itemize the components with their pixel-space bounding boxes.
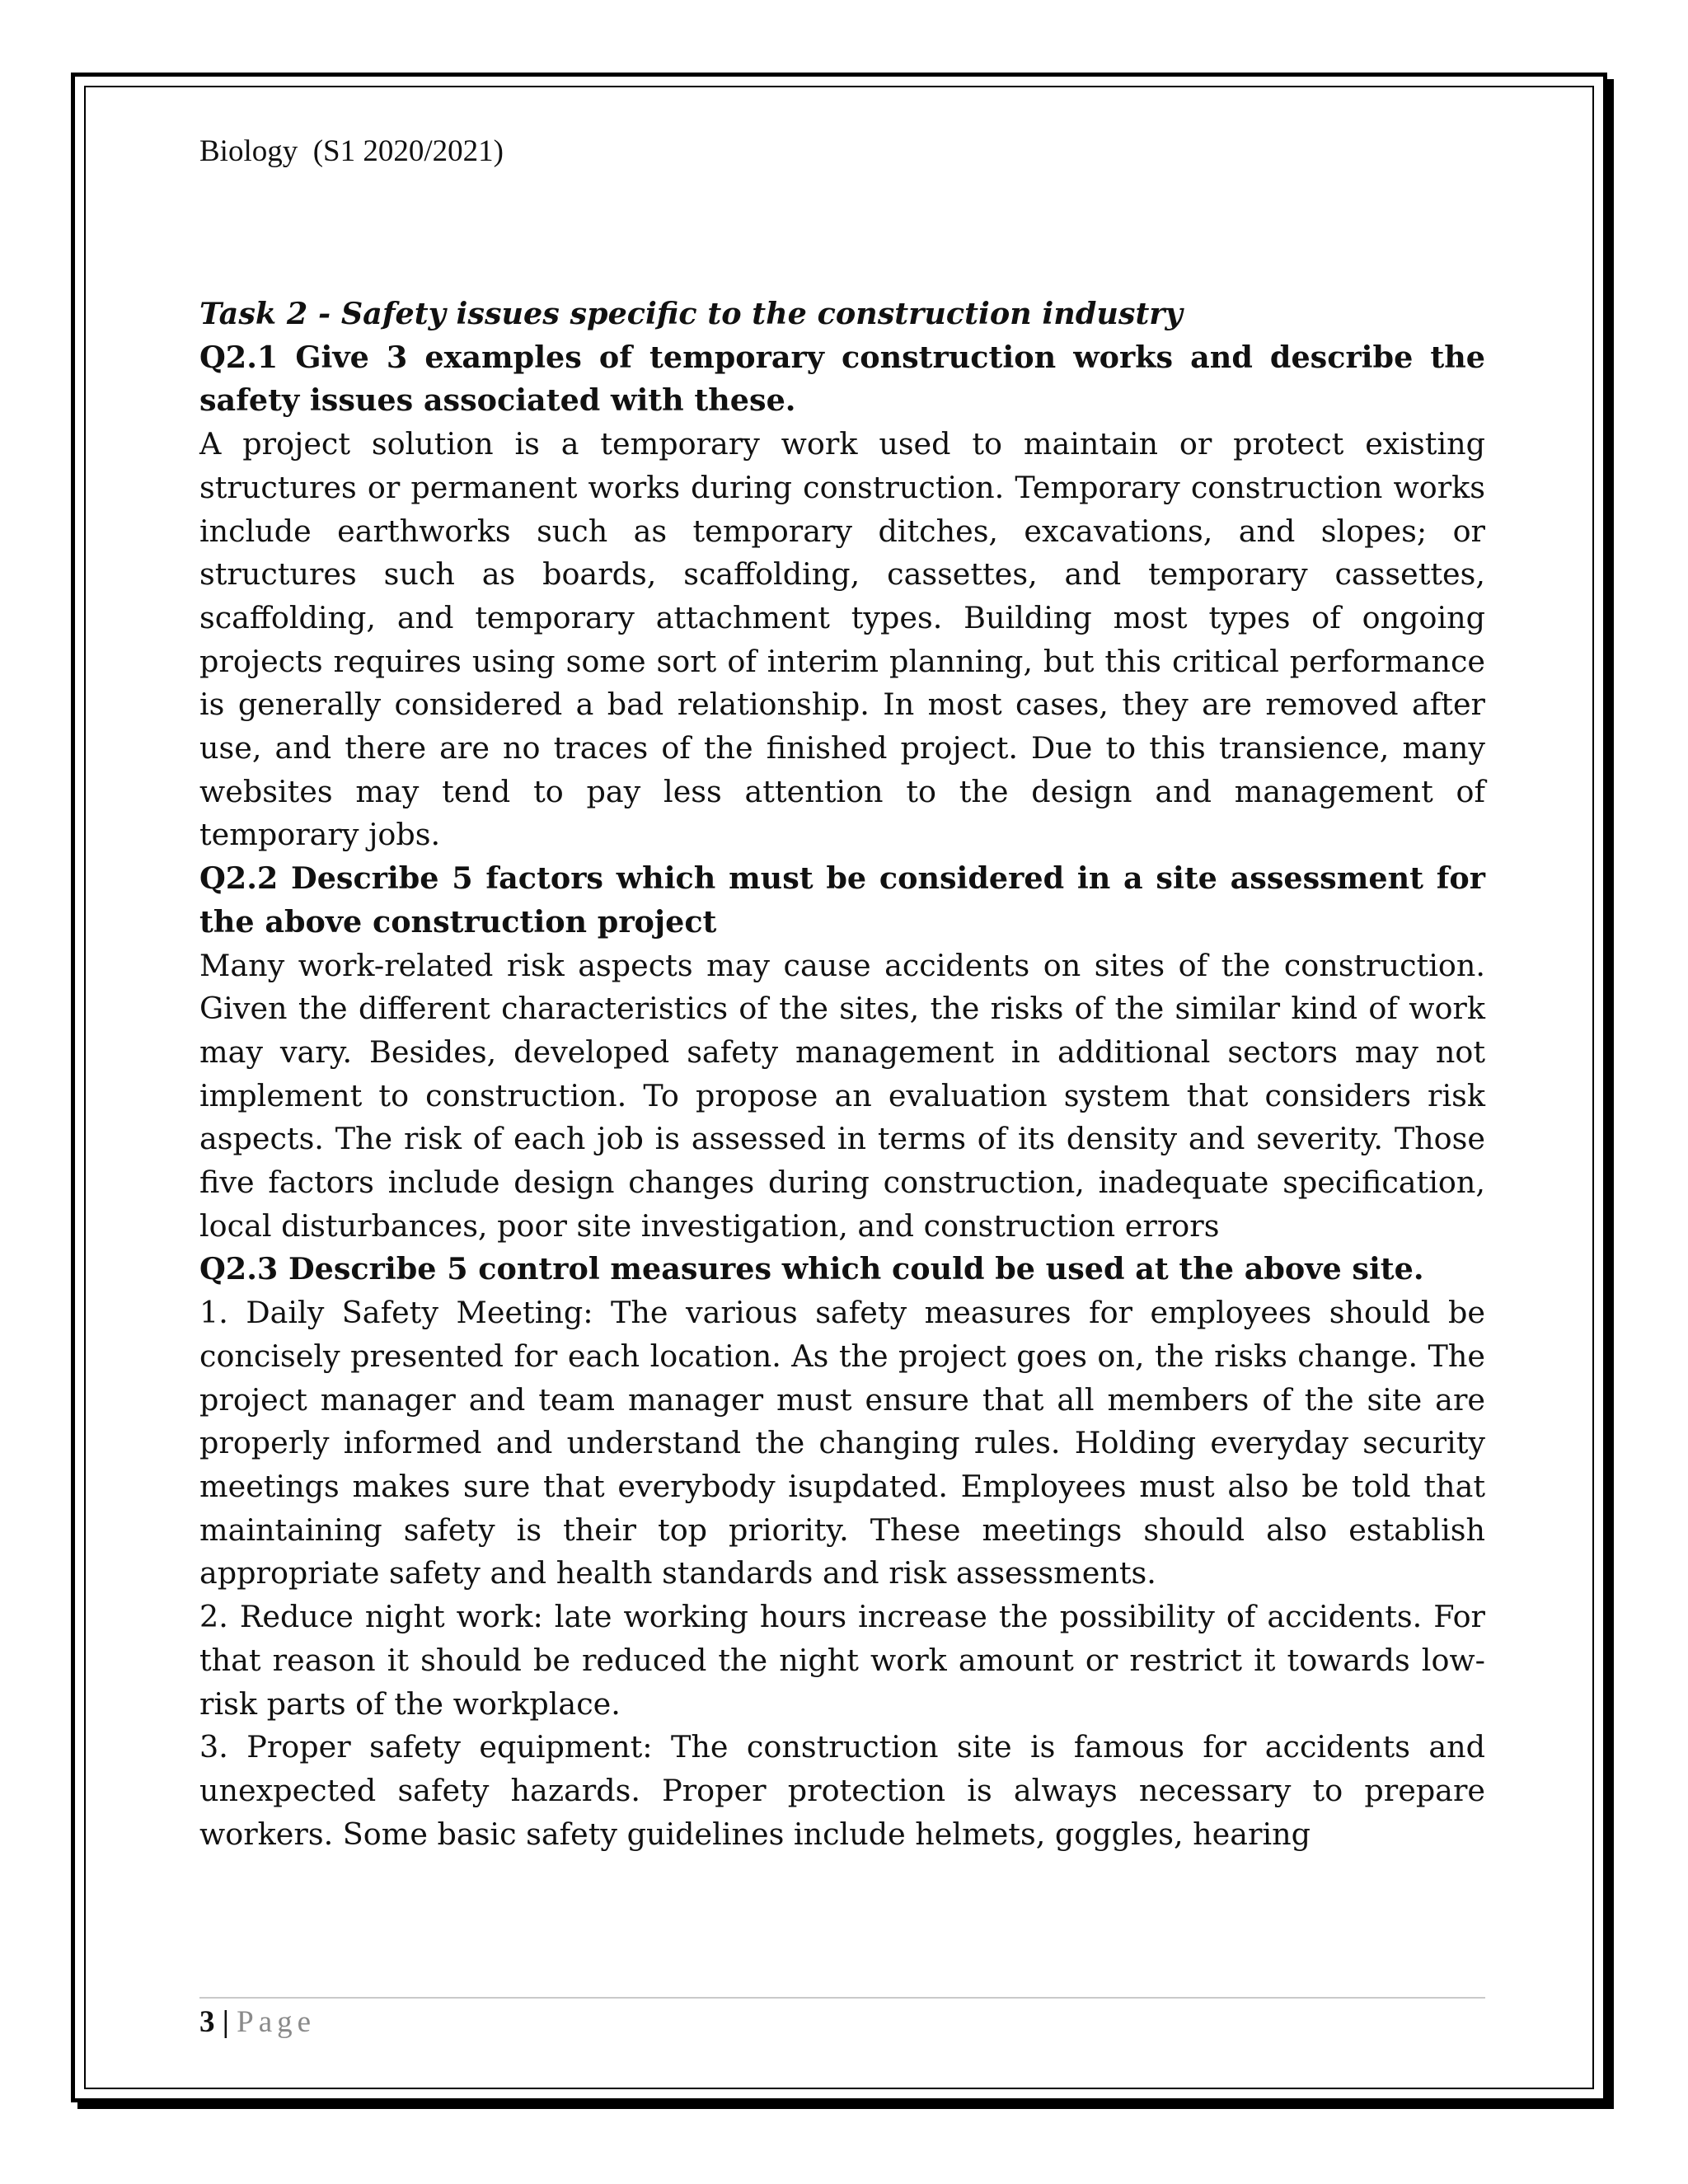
page-footer: [199, 2004, 316, 2040]
control-measure-item: 1. Daily Safety Meeting: The various safety measures for employees should be concisely presented for each location. As the project goes on, the risks change. The project manager and team manager must ensure that all members of the site are properly informed and understand the changing rules. Holding everyday security meetings makes sure that everybody isupdated. Employees must also be told that maintaining safety is their top priority. These meetings should also establish appropriate safety and health standards and risk assessments.: [199, 1295, 1485, 1591]
footer-divider: [199, 1997, 1485, 1999]
question-q2-1: Q2.1 Give 3 examples of temporary construction works and describe the safety issues associated with these.: [199, 339, 1485, 419]
page-header: Biology (S1 2020/2021): [199, 134, 504, 168]
answer-q2-2: Many work-related risk aspects may cause accidents on sites of the construction. Given the different characteristics of the sites, the risks of the similar kind of work may vary. Besides, developed safety management in additional sectors may not implement to construction. To propose an evaluation system that considers risk aspects. The risk of each job is assessed in terms of its density and severity. Those five factors include design changes during construction, inadequate specification, local disturbances, poor site investigation, and construction errors: [199, 947, 1485, 1244]
footer-separator: |: [222, 2005, 229, 2039]
task-title: Task 2 - Safety issues specific to the construction industry: [199, 296, 1183, 331]
control-measure-item: 2. Reduce night work: late working hours increase the possibility of accidents. For that reason it should be reduced the night work amount or restrict it towards low-risk parts of the workplace.: [199, 1599, 1485, 1722]
answer-q2-1: A project solution is a temporary work used to maintain or protect existing structures or permanent works during construction. Temporary construction works include earthworks such as temporary ditches, excavations, and slopes; or structures such as boards, scaffolding, cassettes, and temporary cassettes, scaffolding, and temporary attachment types. Building most types of ongoing projects requires using some sort of interim planning, but this critical performance is generally considered a bad relationship. In most cases, they are removed after use, and there are no traces of the finished project. Due to this transience, many websites may tend to pay less attention to the design and management of temporary jobs.: [199, 426, 1485, 853]
control-measure-item: 3. Proper safety equipment: The construction site is famous for accidents and unexpected safety hazards. Proper protection is always necessary to prepare workers. Some basic safety guidelines include helmets, goggles, hearing: [199, 1729, 1485, 1852]
document-body: [199, 293, 1485, 1856]
question-q2-2: Q2.2 Describe 5 factors which must be considered in a site assessment for the above construction project: [199, 860, 1485, 940]
question-q2-3: Q2.3 Describe 5 control measures which could be used at the above site.: [199, 1251, 1424, 1287]
page-number: 3: [199, 2005, 215, 2039]
page-label: Page: [237, 2005, 316, 2039]
